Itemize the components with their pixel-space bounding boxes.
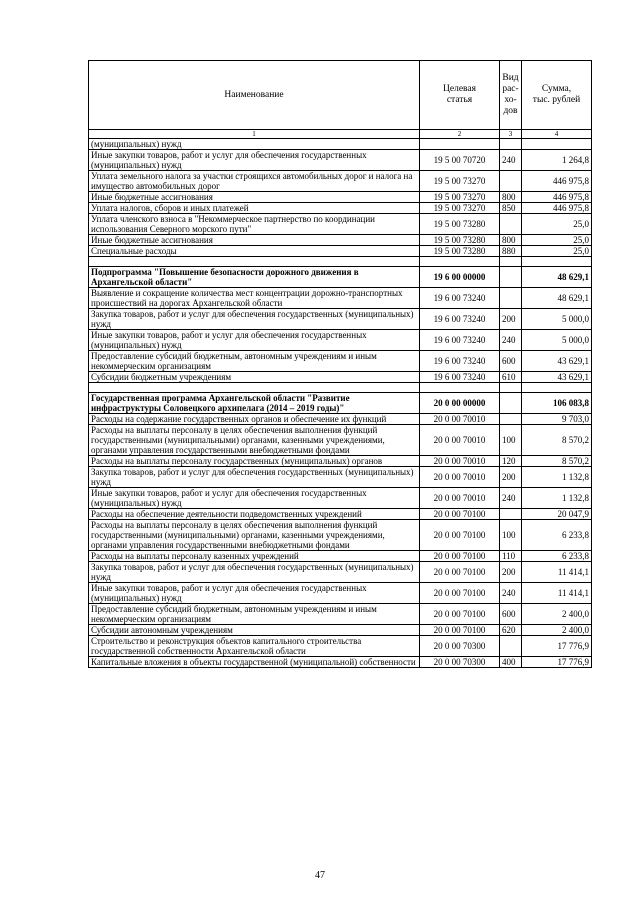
row-name	[89, 257, 420, 267]
row-target-code	[420, 139, 500, 150]
row-expense-type	[500, 288, 522, 309]
row-name: Строительство и реконструкция объектов капитального строительства государственной собственности Архангельской области	[89, 636, 420, 657]
row-sum: 48 629,1	[522, 267, 592, 288]
row-name: Закупка товаров, работ и услуг для обеспечения государственных (муниципальных) нужд	[89, 562, 420, 583]
table-row	[89, 171, 592, 192]
row-name: Иные закупки товаров, работ и услуг для обеспечения государственных (муниципальных) нужд	[89, 150, 420, 171]
table-row	[89, 150, 592, 171]
row-target-code: 20 0 00 70010	[420, 456, 500, 467]
header-type-line: дов	[503, 106, 518, 116]
row-target-code: 20 0 00 70010	[420, 467, 500, 488]
table-row	[89, 551, 592, 562]
row-name: Расходы на выплаты персоналу казенных учреждений	[89, 551, 420, 562]
row-sum: 1 264,8	[522, 150, 592, 171]
row-sum: 8 570,2	[522, 425, 592, 456]
row-target-code: 19 6 00 73240	[420, 330, 500, 351]
table-row	[89, 192, 592, 203]
table-row	[89, 467, 592, 488]
row-expense-type	[500, 414, 522, 425]
row-sum: 43 629,1	[522, 372, 592, 383]
row-name: Иные бюджетные ассигнования	[89, 235, 420, 246]
header-type-line: Вид	[502, 73, 519, 83]
row-sum: 446 975,8	[522, 192, 592, 203]
row-name: Расходы на выплаты персоналу государственных (муниципальных) органов	[89, 456, 420, 467]
header-sum-line: Сумма,	[541, 84, 572, 94]
row-target-code: 20 0 00 70100	[420, 509, 500, 520]
header-type-line: рас-	[502, 84, 519, 94]
table-row	[89, 246, 592, 257]
row-sum: 5 000,0	[522, 309, 592, 330]
row-target-code: 20 0 00 70100	[420, 604, 500, 625]
row-expense-type	[500, 171, 522, 192]
row-sum	[522, 257, 592, 267]
table-row	[89, 393, 592, 414]
row-name: Специальные расходы	[89, 246, 420, 257]
row-target-code: 19 5 00 73270	[420, 203, 500, 214]
row-expense-type: 800	[500, 235, 522, 246]
row-target-code: 20 0 00 70100	[420, 583, 500, 604]
row-name: Расходы на обеспечение деятельности подведомственных учреждений	[89, 509, 420, 520]
row-target-code: 20 0 00 70300	[420, 636, 500, 657]
budget-table	[88, 60, 592, 668]
row-expense-type: 200	[500, 562, 522, 583]
column-number: 2	[420, 130, 500, 139]
row-target-code: 20 0 00 70010	[420, 414, 500, 425]
row-expense-type: 800	[500, 192, 522, 203]
table-row	[89, 488, 592, 509]
row-name: (муниципальных) нужд	[89, 139, 420, 150]
row-expense-type: 200	[500, 309, 522, 330]
row-name: Государственная программа Архангельской области "Развитие инфраструктуры Соловецкого архипелага (2014 – 2019 годы)"	[89, 393, 420, 414]
row-name: Расходы на выплаты персоналу в целях обеспечения выполнения функций государственными (муниципальными) органами, казенными учреждениями, органами управления государственными внебюджетными фондами	[89, 520, 420, 551]
column-number: 3	[500, 130, 522, 139]
row-expense-type	[500, 214, 522, 235]
row-expense-type: 620	[500, 625, 522, 636]
row-target-code: 20 0 00 70010	[420, 488, 500, 509]
row-expense-type: 240	[500, 330, 522, 351]
row-sum: 2 400,0	[522, 604, 592, 625]
row-target-code: 20 0 00 70100	[420, 625, 500, 636]
row-sum: 1 132,8	[522, 488, 592, 509]
row-name: Уплата членского взноса в "Некоммерческое партнерство по координации использования Северного морского пути"	[89, 214, 420, 235]
table-row	[89, 351, 592, 372]
row-expense-type: 600	[500, 604, 522, 625]
row-sum	[522, 383, 592, 393]
row-sum: 48 629,1	[522, 288, 592, 309]
row-expense-type: 600	[500, 351, 522, 372]
table-row	[89, 625, 592, 636]
row-name: Субсидии автономным учреждениям	[89, 625, 420, 636]
row-target-code: 19 5 00 73280	[420, 235, 500, 246]
row-sum: 5 000,0	[522, 330, 592, 351]
row-name: Подпрограмма "Повышение безопасности дорожного движения в Архангельской области"	[89, 267, 420, 288]
row-name: Расходы на выплаты персоналу в целях обеспечения выполнения функций государственными (муниципальными) органами, казенными учреждениями, органами управления государственными внебюджетными фондами	[89, 425, 420, 456]
row-target-code: 20 0 00 70100	[420, 520, 500, 551]
row-name: Иные бюджетные ассигнования	[89, 192, 420, 203]
row-expense-type: 100	[500, 425, 522, 456]
row-sum: 6 233,8	[522, 520, 592, 551]
budget-table-body	[89, 61, 592, 668]
row-expense-type: 610	[500, 372, 522, 383]
row-sum: 446 975,8	[522, 171, 592, 192]
row-expense-type	[500, 383, 522, 393]
row-expense-type: 110	[500, 551, 522, 562]
row-name: Уплата налогов, сборов и иных платежей	[89, 203, 420, 214]
table-row	[89, 257, 592, 267]
row-sum: 11 414,1	[522, 562, 592, 583]
table-row	[89, 520, 592, 551]
row-target-code: 19 5 00 73270	[420, 192, 500, 203]
header-name: Наименование	[89, 61, 420, 130]
table-row	[89, 604, 592, 625]
row-target-code: 19 6 00 73240	[420, 372, 500, 383]
row-sum: 106 083,8	[522, 393, 592, 414]
row-target-code: 20 0 00 70100	[420, 562, 500, 583]
row-name: Иные закупки товаров, работ и услуг для обеспечения государственных (муниципальных) нужд	[89, 488, 420, 509]
table-row	[89, 309, 592, 330]
row-sum: 8 570,2	[522, 456, 592, 467]
row-expense-type: 200	[500, 467, 522, 488]
header-target-line: Целевая	[443, 84, 476, 94]
row-expense-type	[500, 139, 522, 150]
row-expense-type: 880	[500, 246, 522, 257]
row-target-code	[420, 257, 500, 267]
table-row	[89, 383, 592, 393]
row-target-code: 19 5 00 73270	[420, 171, 500, 192]
header-target-line: статья	[446, 95, 473, 105]
table-row	[89, 636, 592, 657]
row-name: Капитальные вложения в объекты государственной (муниципальной) собственности	[89, 657, 420, 668]
header-target	[420, 61, 500, 130]
row-target-code: 20 0 00 70300	[420, 657, 500, 668]
header-row	[89, 61, 592, 130]
row-expense-type: 240	[500, 488, 522, 509]
table-row	[89, 562, 592, 583]
row-name: Выявление и сокращение количества мест концентрации дорожно-транспортных происшествий на дорогах Архангельской области	[89, 288, 420, 309]
table-row	[89, 288, 592, 309]
row-target-code: 20 0 00 70100	[420, 551, 500, 562]
row-name: Закупка товаров, работ и услуг для обеспечения государственных (муниципальных) нужд	[89, 309, 420, 330]
table-row	[89, 657, 592, 668]
row-expense-type	[500, 393, 522, 414]
row-name: Иные закупки товаров, работ и услуг для обеспечения государственных (муниципальных) нужд	[89, 330, 420, 351]
row-sum: 1 132,8	[522, 467, 592, 488]
row-target-code: 19 6 00 00000	[420, 267, 500, 288]
table-row	[89, 330, 592, 351]
row-sum: 17 776,9	[522, 657, 592, 668]
table-row	[89, 583, 592, 604]
header-type	[500, 61, 522, 130]
header-sum	[522, 61, 592, 130]
row-sum: 25,0	[522, 214, 592, 235]
table-row	[89, 509, 592, 520]
row-expense-type: 100	[500, 520, 522, 551]
row-sum: 446 975,8	[522, 203, 592, 214]
row-name: Уплата земельного налога за участки строящихся автомобильных дорог и налога на имущество автомобильных дорог	[89, 171, 420, 192]
row-sum: 9 703,0	[522, 414, 592, 425]
row-expense-type	[500, 509, 522, 520]
column-number: 4	[522, 130, 592, 139]
row-target-code: 19 6 00 73240	[420, 309, 500, 330]
row-expense-type: 400	[500, 657, 522, 668]
row-target-code: 19 5 00 73280	[420, 246, 500, 257]
row-name: Закупка товаров, работ и услуг для обеспечения государственных (муниципальных) нужд	[89, 467, 420, 488]
row-target-code: 20 0 00 00000	[420, 393, 500, 414]
table-row	[89, 456, 592, 467]
row-sum: 25,0	[522, 246, 592, 257]
table-row	[89, 267, 592, 288]
row-target-code: 20 0 00 70010	[420, 425, 500, 456]
row-expense-type: 240	[500, 583, 522, 604]
row-name: Расходы на содержание государственных органов и обеспечение их функций	[89, 414, 420, 425]
row-expense-type: 850	[500, 203, 522, 214]
row-sum	[522, 139, 592, 150]
page-number: 47	[315, 870, 325, 881]
row-expense-type: 240	[500, 150, 522, 171]
row-sum: 20 047,9	[522, 509, 592, 520]
table-row	[89, 214, 592, 235]
table-row	[89, 425, 592, 456]
row-sum: 2 400,0	[522, 625, 592, 636]
row-expense-type	[500, 636, 522, 657]
row-sum: 43 629,1	[522, 351, 592, 372]
table-row	[89, 414, 592, 425]
row-target-code: 19 5 00 70720	[420, 150, 500, 171]
row-target-code	[420, 383, 500, 393]
row-expense-type	[500, 267, 522, 288]
header-sum-line: тыс. рублей	[532, 95, 581, 105]
row-sum: 11 414,1	[522, 583, 592, 604]
row-name	[89, 383, 420, 393]
header-type-line: хо-	[504, 95, 517, 105]
row-name: Предоставление субсидий бюджетным, автономным учреждениям и иным некоммерческим организациям	[89, 351, 420, 372]
column-number: 1	[89, 130, 420, 139]
table-row	[89, 203, 592, 214]
row-sum: 17 776,9	[522, 636, 592, 657]
row-target-code: 19 5 00 73280	[420, 214, 500, 235]
table-row	[89, 372, 592, 383]
row-target-code: 19 6 00 73240	[420, 288, 500, 309]
row-name: Субсидии бюджетным учреждениям	[89, 372, 420, 383]
row-sum: 6 233,8	[522, 551, 592, 562]
row-name: Иные закупки товаров, работ и услуг для обеспечения государственных (муниципальных) нужд	[89, 583, 420, 604]
column-number-row	[89, 130, 592, 139]
row-name: Предоставление субсидий бюджетным, автономным учреждениям и иным некоммерческим организациям	[89, 604, 420, 625]
row-expense-type	[500, 257, 522, 267]
table-row	[89, 139, 592, 150]
row-target-code: 19 6 00 73240	[420, 351, 500, 372]
row-sum: 25,0	[522, 235, 592, 246]
table-row	[89, 235, 592, 246]
row-expense-type: 120	[500, 456, 522, 467]
